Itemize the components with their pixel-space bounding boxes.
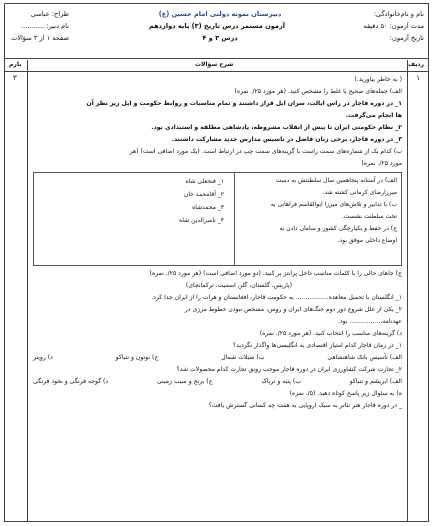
multiple-choice-title: د) گزینه‌های مناسب را انتخاب کنید. (هر مورد ۲۵/. نمره) <box>259 330 402 337</box>
matching-description: میرزارضای کرمانی کشته شد. <box>322 189 397 196</box>
multiple-choice-options <box>33 352 402 364</box>
student-name-label: نام و نام‌خانوادگی: <box>373 10 424 18</box>
row-header: ردیف <box>408 61 424 68</box>
student-info <box>363 8 424 44</box>
exam-date-label: تاریخ آزمون: <box>389 34 424 42</box>
exam-lessons: درس ۳ و ۴ <box>202 34 238 42</box>
short-answer-title: ه) به سئوال زیر پاسخ کوتاه دهید. (۵/. نمره) <box>289 390 402 397</box>
school-name: دبیرستان نمونه دولتی امام حسین (ع) <box>158 10 282 18</box>
row-divider <box>407 60 408 521</box>
matching-description: الف) در آستانه پنجاهمین سال سلطنتش به دست <box>275 177 397 184</box>
question-line: مورد ۲۵/. نمره) <box>361 160 402 167</box>
exam-duration: مدت آزمون: ۵۰ دقیقه <box>363 22 424 30</box>
exam-header <box>5 4 428 59</box>
matching-option: ۴_ ناصرالدین شاه <box>179 217 224 224</box>
exam-title-block <box>148 8 285 44</box>
matching-description: ب) با تدابیر و تلاش‌های میرزا ابوالقاسم فراهانی به <box>270 201 397 208</box>
matching-descriptions <box>247 175 397 247</box>
matching-option: ۳_ محمدشاه <box>192 204 224 211</box>
choice-option: ب) پنبه و تریاک <box>261 378 301 385</box>
matching-option: ۱_ فتحعلی شاه <box>185 178 224 185</box>
matching-description: ج) در حفظ و یکپارچگی کشور و سامان دادن به <box>279 225 397 232</box>
choice-option: ج) برنج و سیب زمینی <box>156 378 213 385</box>
true-false-item: ۳_ در دوره قاجار، برخی زنان فاضل در تاسیس مدارس جدید مشارکت داشتند. <box>171 136 402 143</box>
teacher-info <box>11 8 69 44</box>
exam-page <box>4 3 429 522</box>
matching-table <box>33 172 402 266</box>
choice-option: ج) توتون و تنباکو <box>115 354 159 361</box>
choice-option: ب) شیلات شمال <box>221 354 265 361</box>
fill-blank-title: ج) جاهای خالی را با کلمات مناسب داخل پرانتز پر کنید. (دو مورد اضافی است) (هر مورد ۲۵/. نمره) <box>149 270 402 277</box>
short-answer-question: _ در دوره قاجار هنر تئاتر به سبک اروپایی به همت چه کسانی گسترش یافت؟ <box>208 402 402 409</box>
true-false-item: ها انجام می‌گرفت. <box>345 112 402 119</box>
matching-option: ۲_ آقامحمد خان <box>183 191 224 198</box>
question-content <box>33 74 402 412</box>
choice-option: د) رویتر <box>33 354 53 361</box>
matching-options <box>124 175 224 227</box>
designer-label: طراح: عباسی <box>30 10 69 18</box>
exam-title: آزمون مستمر درس تاریخ (۳) پایه دوازدهم <box>148 22 285 30</box>
question-line: الف) جمله‌های صحیح یا غلط را مشخص کنید. (هر مورد ۲۵/. نمره) <box>234 88 402 95</box>
fill-blank-item: ۱_ انگلستان با تحمیل معاهده................. به حکومت قاجار، افغانستان و هرات را از ایران جدا کرد. <box>151 294 402 301</box>
question-score: ۳ <box>13 74 17 82</box>
question-line: ب) کدام یک از شماره‌های سمت راست با گزینه‌های سمت چپ در ارتباط است. (یک مورد اضافی است) (هر <box>129 148 402 155</box>
multiple-choice-options <box>33 376 402 388</box>
choice-option: الف) ابریشم و تنباکو <box>349 378 402 385</box>
table-header <box>5 60 428 72</box>
teacher-name-label: نام دبیر: ........... <box>21 22 69 30</box>
choice-option: الف) تأسیس بانک شاهنشاهی <box>327 354 402 361</box>
fill-blank-word-bank: (پاریس، گلستان، گلن اسمیت، ترکمانچای) <box>185 282 292 289</box>
question-number: ۱ <box>416 74 420 82</box>
score-divider <box>27 60 28 521</box>
question-line: ( به خاطر بیاورید.) <box>354 76 402 83</box>
score-header: بارم <box>9 61 22 68</box>
true-false-item: ۱_ در دوره قاجار در راس ایالت، سران ایل قرار داشتند و تمام مناسبات و روابط حکومت و ایل زیر نظر آن <box>86 100 402 107</box>
page-info: صفحه ۱ از ۳ سؤالات <box>11 34 69 42</box>
multiple-choice-question: ۱_ در زمان قاجار کدام امتیاز اقتصادی به انگلیسی‌ها واگذار نگردید؟ <box>232 342 402 349</box>
matching-description: تخت سلطنت نشست. <box>341 213 397 220</box>
question-header: شرح سؤالات <box>195 61 234 68</box>
matching-description: اوضاع داخلی موفق بود. <box>337 237 397 244</box>
fill-blank-item: ۲_ یکی از علل شروع دور دوم جنگ‌های ایران و روس، مشخص نبودن خطوط مرزی در <box>184 306 402 313</box>
multiple-choice-question: ۲_ تجارت شرکت کشاورزی ایران در دوره قاجار موجب رونق تجارت کدام محصولات شد؟ <box>176 366 402 373</box>
fill-blank-item: عهدنامه................. بود. <box>337 318 402 325</box>
matching-divider <box>234 173 235 265</box>
true-false-item: ۲_ نظام حکومتی ایران تا پیش از انقلاب مشروطه، پادشاهی مطلقه و استبدادی بود. <box>151 124 402 131</box>
choice-option: د) گوجه فرنگی و نخود فرنگی <box>33 378 109 385</box>
